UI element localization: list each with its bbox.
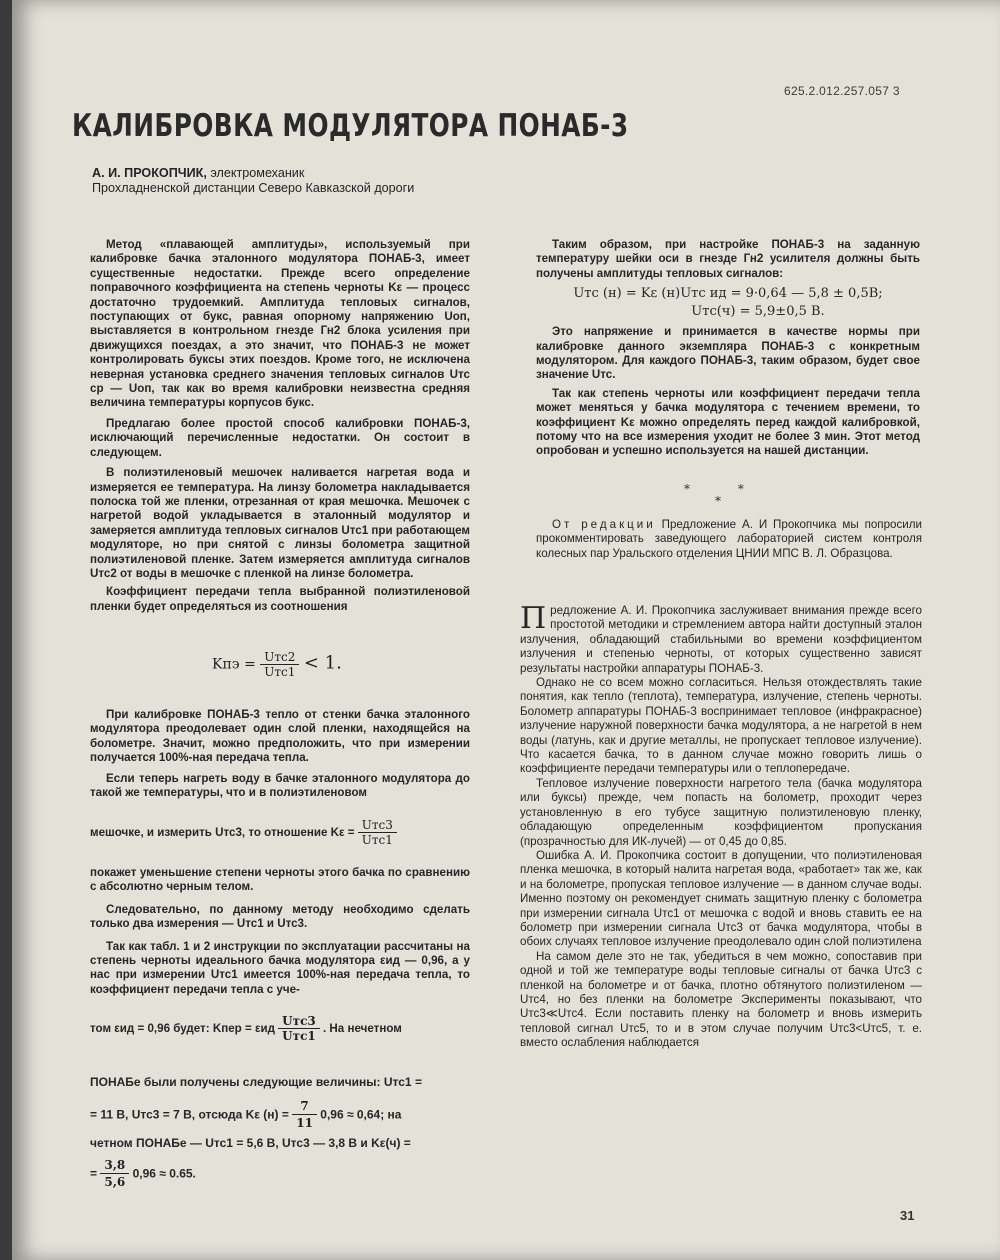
page-number: 31 [900, 1208, 915, 1223]
text: том εид = 0,96 будет: Kпер = εид [90, 1022, 275, 1035]
paragraph: Таким образом, при настройке ПОНАБ-3 на заданную температуру шейки оси в гнезде Гн2 усилителя должны быть получены амплитуды тепловых сигналов: [536, 238, 920, 280]
denominator: 5,6 [104, 1175, 126, 1189]
journal-page [12, 0, 1000, 1260]
editor-note-text: Предложение А. И Прокопчика мы попросили прокомментировать заведующего лабораторией систем контроля колесных пар Уральского отделения ЦНИИ МПС В. Л. Образцова. [536, 518, 922, 560]
author-name: А. И. ПРОКОПЧИК, [92, 166, 207, 180]
fraction [100, 1157, 129, 1190]
numerator: Uтс3 [358, 818, 397, 833]
fraction [278, 1014, 320, 1043]
paragraph: Ошибка А. И. Прокопчика состоит в допущении, что полиэтиленовая пленка мешочка, в который налита нагретая вода, «работает» так же, как и на болометре, пропуская тепловое излучение — в данном случае воды. Именно поэтому он рекомендует снимать защитную пленку с болометра при измерении сигнала Uтс1 от мешочка с водой и вновь ставить ее на болометр при измерении сигнала Uтс3 от бачка модулятора, чтобы в обоих случаях тепловое излучение преодолевало один слой полиэтилена [520, 848, 922, 949]
results-line-3: четном ПОНАБе — Uтс1 = 5,6 В, Uтс3 — 3,8 В и Kε(ч) = [90, 1136, 411, 1150]
paragraph: Однако не со всем можно согласиться. Нельзя отождествлять такие понятия, как тепло (теплота), температура, излучение, степень черноты. Болометр аппаратуры ПОНАБ-3 воспринимает тепловое (инфракрасное) излучение наружной поверхности бачка модулятора, а не нагретой в нем воды (латунь, как и другие металлы, не пропускает тепловое излучение). Что касается бачка, то в данном случае можно говорить лишь о коэффициенте передачи температуры или о теплопередаче. [520, 676, 922, 776]
paragraph: Так как табл. 1 и 2 инструкции по эксплуатации рассчитаны на степень черноты идеального бачка модулятора εид — 0,96, а у нас при измерении Uтс1 имеется 100%-ная передача тепла, то коэффициент передачи тепла с уче- [90, 939, 470, 996]
fraction [260, 650, 299, 679]
paragraph [536, 518, 922, 561]
drop-cap: П [520, 601, 547, 636]
left-column-continued [90, 708, 470, 800]
text: = [90, 1166, 98, 1181]
fraction [358, 818, 397, 847]
left-column [90, 238, 470, 614]
equation-2: Uтс(ч) = 5,9±0,5 В. [691, 304, 825, 320]
kper-line [90, 1014, 490, 1043]
paragraph: Предлагаю более простой способ калибровки ПОНАБ-3, исключающий перечисленные недостатки. Он состоит в следующем. [90, 416, 470, 459]
results-block [90, 1074, 490, 1190]
paragraph: На самом деле это не так, убедиться в чем можно, сопоставив при одной и той же температуре воды тепловые сигналы от бачка Uтс3 с пленкой на болометре и от бачка, плотно обтянутого полиэтиленом — Uтс4, но без пленки на болометре Эксперименты показывают, что Uтс3≪Uтс4. Если поставить пленку на болометр и вновь измерить тепловой сигнал Uтс5, то и в этом случае получим Uтс3<Uтс5, т. е. вместо ослабления наблюдается [520, 949, 922, 1050]
numerator: Uтс3 [278, 1014, 320, 1029]
paragraph: Если теперь нагреть воду в бачке эталонного модулятора до такой же температуры, что и в полиэтиленовом [90, 771, 470, 800]
paragraph: Это напряжение и принимается в качестве нормы при калибровке данного экземпляра ПОНАБ-3 с конкретным модулятором. Для каждого ПОНАБ-3, таким образом, будет свое значение Uтс. [536, 325, 920, 382]
editor-note [536, 518, 922, 561]
author-role: электромеханик [206, 166, 305, 180]
paragraph: Тепловое излучение поверхности нагретого тела (бачка модулятора или буксы) прежде, чем попасть на болометр, проходит через установленную в его тубусе защитную полиэтиленовую пленку, обладающую определенным коэффициентом пропускания (прозрачностью для ИК-лучей) — от 0,45 до 0,85. [520, 776, 922, 848]
paragraph: покажет уменьшение степени черноты этого бачка по сравнению с абсолютно черным телом. [90, 866, 470, 894]
results-line-2 [90, 1098, 490, 1131]
text: мешочке, и измерить Uтс3, то отношение Kε = [90, 826, 355, 839]
formula-kpe [212, 650, 342, 679]
numerator: 3,8 [100, 1157, 129, 1174]
text: 0,96 ≈ 0,64; на [320, 1107, 402, 1122]
paragraph: Коэффициент передачи тепла выбранной полиэтиленовой пленки будет определяться из соотношения [90, 585, 470, 613]
equation-1: Uтс (н) = Kε (н)Uтс ид = 9·0,64 — 5,8 ± 0,5В; [573, 286, 883, 302]
paragraph [520, 601, 922, 676]
fraction [292, 1098, 317, 1131]
denominator: Uтс1 [264, 665, 296, 679]
text: 0,96 ≈ 0.65. [132, 1166, 196, 1181]
article-title: КАЛИБРОВКА МОДУЛЯТОРА ПОНАБ-3 [72, 108, 629, 144]
editor-label: От редакции [552, 518, 656, 531]
author-line [92, 166, 414, 181]
formula-rhs: < 1. [303, 652, 342, 674]
denominator: Uтс1 [361, 833, 393, 847]
results-line-1: ПОНАБе были получены следующие величины: Uтс1 = [90, 1075, 422, 1089]
paragraph: Следовательно, по данному методу необходимо сделать только два измерения — Uтс1 и Uтс3. [90, 902, 470, 931]
author-affiliation: Прохладненской дистанции Северо Кавказской дороги [92, 181, 415, 195]
numerator: Uтс2 [260, 650, 299, 665]
text: = 11 В, Uтс3 = 7 В, отсюда Kε (н) = [90, 1107, 289, 1122]
denominator: 11 [296, 1116, 313, 1130]
section-separator-stars: * * [684, 482, 766, 496]
text: . На нечетном [322, 1022, 402, 1035]
numerator: 7 [292, 1098, 317, 1115]
results-line-4 [90, 1157, 490, 1190]
section-separator-star: * [715, 494, 721, 508]
paragraph: В полиэтиленовый мешочек наливается нагретая вода и измеряется ее температура. На линзу болометра накладывается полоска той же пленки, отрезанная от края мешочка. Мешочек с нагретой водой укладывается в эталонный модулятор и замеряется амплитуда тепловых сигналов Uтс1 при работающем модуляторе, но при снятой с линзы болометра защитной полиэтиленовой пленке. Затем измеряется амплитуда сигналов Uтс2 от воды в мешочке с пленкой на линзе болометра. [90, 466, 470, 580]
formula-lhs: Kпэ = [212, 656, 256, 673]
left-column-continued-2 [90, 866, 470, 997]
paragraph: При калибровке ПОНАБ-3 тепло от стенки бачка эталонного модулятора преодолевает один слой пленки, находящейся на болометре. Значит, можно предположить, что при измерении получается 100%-ная передача тепла. [90, 708, 470, 765]
udc-code: 625.2.012.257.057 3 [784, 84, 900, 98]
paragraph: Метод «плавающей амплитуды», используемый при калибровке бачка эталонного модулятора ПОНАБ-3, имеет существенные недостатки. Прежде всего определение поправочного коэффициента на степень черноты Kε — процесс достаточно трудоемкий. Амплитуда тепловых сигналов, поступающих от букс, равная опорному напряжению Uоп, выставляется в контрольном гнезде Гн2 блока усиления при движущихся поездах, а это значит, что ПОНАБ-3 не может контролировать буксы этих поездов. Кроме того, не исключена неверная установка среднего значения тепловых сигналов Uтс ср — Uоп, так как во время калибровки неизвестна средняя величина температуры корпусов букс. [90, 238, 470, 410]
right-column [536, 238, 920, 459]
kepsilon-line [90, 818, 480, 847]
paragraph-text: редложение А. И. Прокопчика заслуживает внимания прежде всего простотой методики и стремлением автора найти доступный эталон излучения, обладающий стабильными во времени коэффициентом излучения и степенью черноты, от которых существенно зависят результаты настройки аппаратуры ПОНАБ-3. [520, 604, 922, 675]
paragraph: Так как степень черноты или коэффициент передачи тепла может меняться у бачка модулятора с течением времени, то коэффициент Kε можно определять перед каждой калибровкой, потому что на все измерения уходит не более 3 мин. Этот метод опробован и успешно используется на нашей дистанции. [536, 386, 920, 458]
denominator: Uтс1 [282, 1029, 316, 1043]
author-block [92, 166, 414, 196]
commentary [520, 601, 922, 1051]
